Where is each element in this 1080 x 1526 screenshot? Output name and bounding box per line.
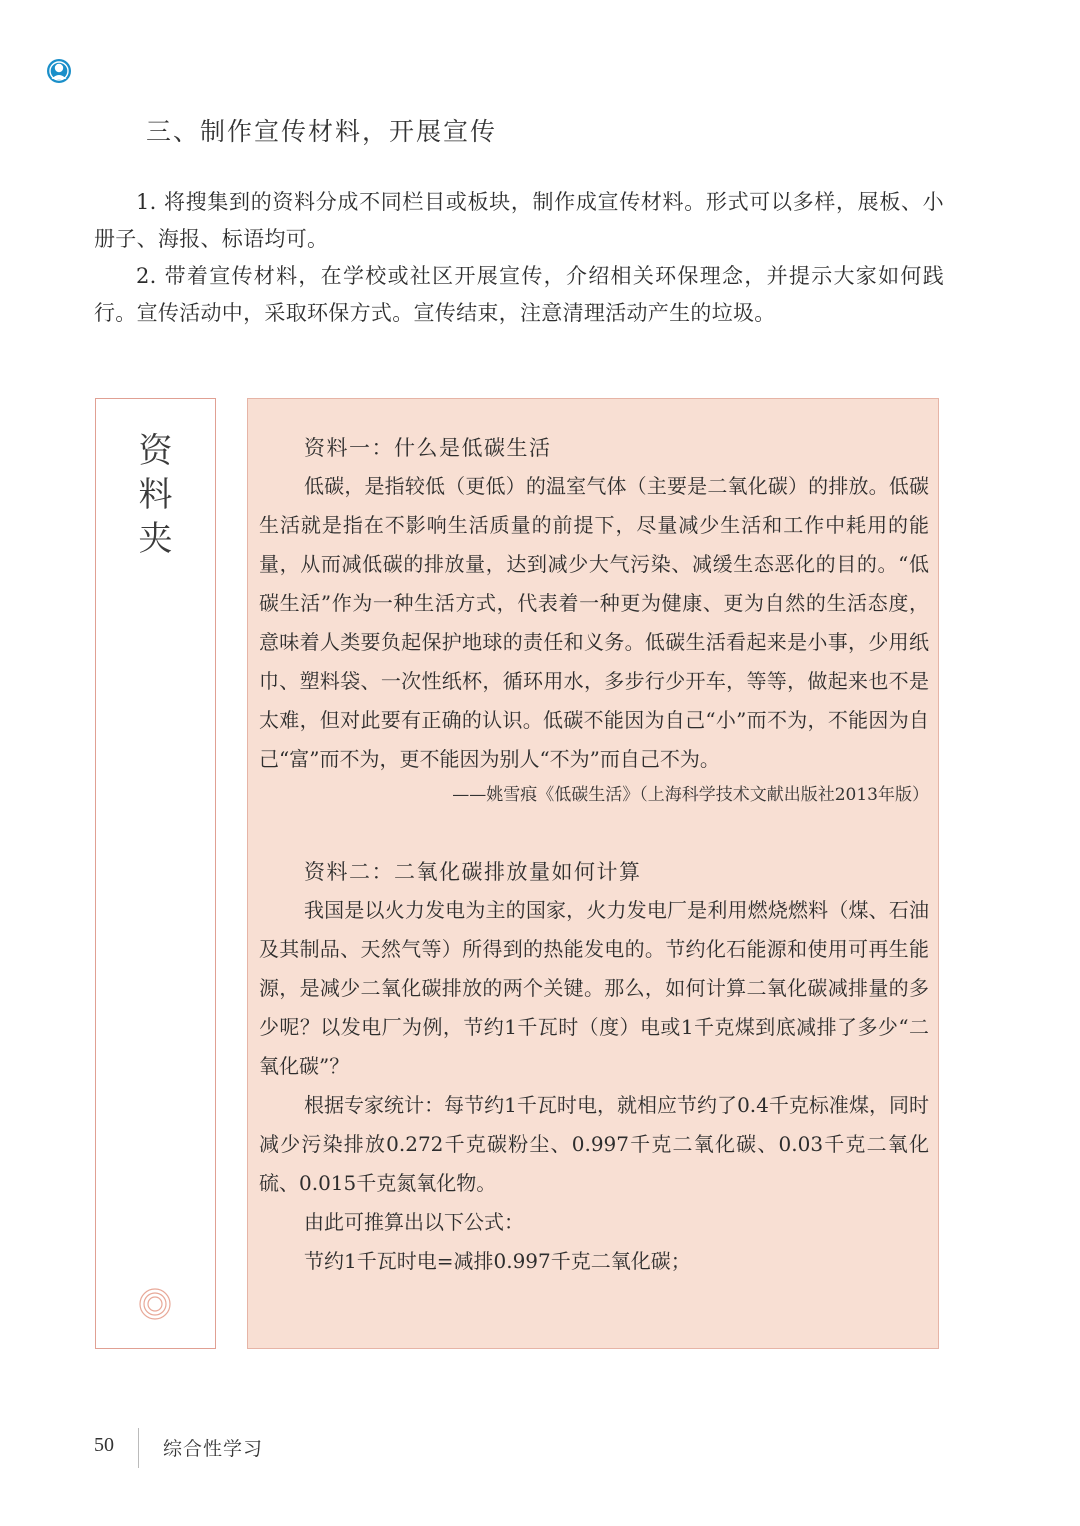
folder-label-char: 料 <box>138 475 173 515</box>
material-2-paragraph: 由此可推算出以下公式： <box>304 1210 524 1234</box>
intro-paragraph-1: 1. 将搜集到的资料分成不同栏目或板块，制作成宣传材料。形式可以多样，展板、小册子、海报、标语均可。 <box>94 190 944 251</box>
material-2-formula: 节约1千瓦时电=减排0.997千克二氧化碳； <box>304 1249 691 1273</box>
material-2-paragraph: 我国是以火力发电为主的国家，火力发电厂是利用燃烧燃料（煤、石油及其制品、天然气等）所得到的热能发电的。节约化石能源和使用可再生能源，是减少二氧化碳排放的两个关键。那么，如何计算二氧化碳减排量的多少呢？以发电厂为例，节约1千瓦时（度）电或1千克煤到底减排了多少“二氧化碳”？ <box>259 898 929 1078</box>
footer-divider <box>138 1428 139 1468</box>
material-folder-tab <box>95 398 216 1349</box>
intro-paragraph-2: 2. 带着宣传材料，在学校或社区开展宣传，介绍相关环保理念，并提示大家如何践行。宣传活动中，采取环保方式。宣传结束，注意清理活动产生的垃圾。 <box>94 264 944 325</box>
section-title: 三、制作宣传材料，开展宣传 <box>146 117 498 146</box>
material-2-title: 资料二：二氧化碳排放量如何计算 <box>304 860 642 884</box>
user-badge-icon <box>46 58 72 84</box>
folder-label-char: 夹 <box>138 519 173 559</box>
intro-text <box>94 184 944 332</box>
page-number: 50 <box>94 1434 114 1456</box>
material-1-body: 低碳，是指较低（更低）的温室气体（主要是二氧化碳）的排放。低碳生活就是指在不影响生活质量的前提下，尽量减少生活和工作中耗用的能量，从而减低碳的排放量，达到减少大气污染、减缓生态恶化的目的。“低碳生活”作为一种生活方式，代表着一种更为健康、更为自然的生活态度，意味着人类要负起保护地球的责任和义务。低碳生活看起来是小事，少用纸巾、塑料袋、一次性纸杯，循环用水，多步行少开车，等等，做起来也不是太难，但对此要有正确的认识。低碳不能因为自己“小”而不为，不能因为自己“富”而不为，更不能因为别人“不为”而自己不为。 <box>259 474 929 771</box>
material-panel <box>247 398 939 1349</box>
material-2-paragraph: 根据专家统计：每节约1千瓦时电，就相应节约了0.4千克标准煤，同时减少污染排放0.272千克碳粉尘、0.997千克二氧化碳、0.03千克二氧化硫、0.015千克氮氧化物。 <box>259 1093 929 1195</box>
material-1-source: ——姚雪痕《低碳生活》（上海科学技术文献出版社2013年版） <box>452 785 929 805</box>
material-folder-label <box>96 429 215 561</box>
material-1-title: 资料一：什么是低碳生活 <box>304 436 552 460</box>
concentric-circle-icon <box>138 1287 172 1321</box>
book-title: 综合性学习 <box>163 1438 264 1460</box>
folder-label-char: 资 <box>138 431 173 471</box>
